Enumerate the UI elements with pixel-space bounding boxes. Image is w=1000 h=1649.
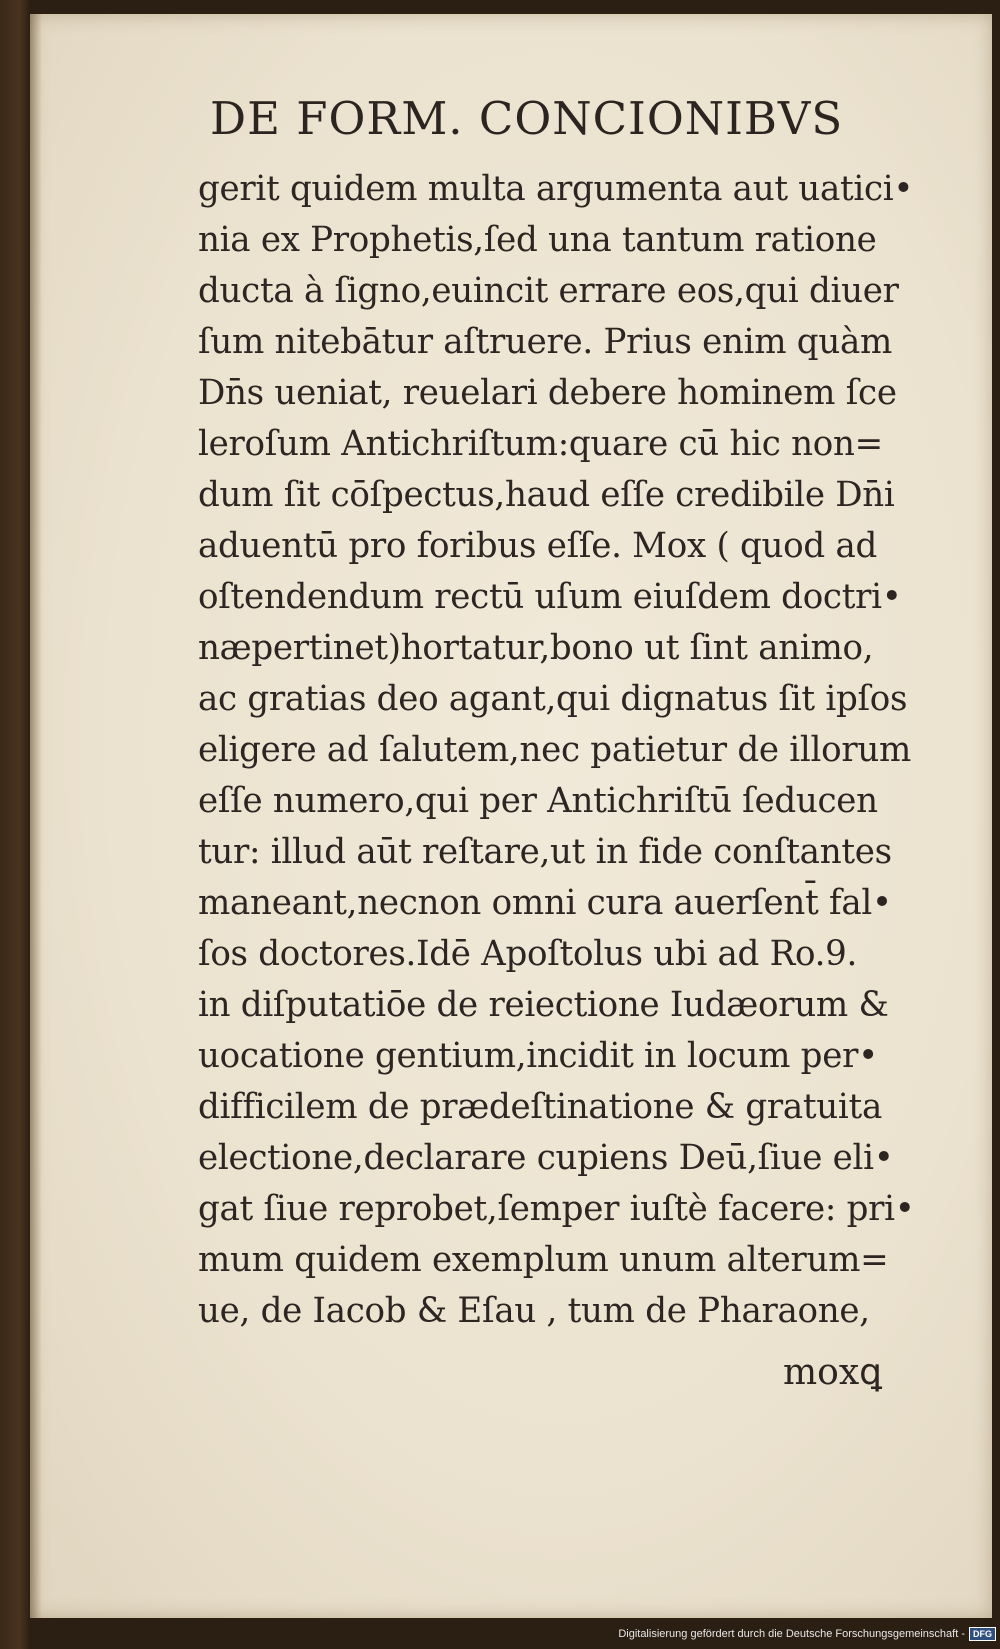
text-line: electione,declarare cupiens Deū,ſiue eli• — [198, 1138, 894, 1178]
text-line: mum quidem exemplum unum alterum= — [198, 1240, 889, 1280]
text-line: ſos doctores.Idē Apoſtolus ubi ad Ro.9. — [198, 934, 858, 974]
text-line: maneant,necnon omni cura auerſent̄ fal• — [198, 883, 892, 923]
text-line: ſum nitebātur aſtruere. Prius enim quàm — [198, 322, 893, 362]
book-page — [30, 14, 992, 1618]
text-line: gerit quidem multa argumenta aut uatici• — [198, 169, 914, 209]
text-line: gat ſiue reprobet,ſemper iuſtè facere: pri• — [198, 1189, 915, 1229]
text-line: tur: illud aūt reſtare,ut in fide conſtantes — [198, 832, 892, 872]
digitization-credit — [618, 1622, 996, 1646]
text-line: ac gratias deo agant,qui dignatus ſit ipſos — [198, 679, 908, 719]
dfg-logo: DFG — [969, 1627, 996, 1641]
text-line: uocatione gentium,incidit in locum per• — [198, 1036, 878, 1076]
text-block — [198, 164, 958, 1337]
text-line: ue, de Iacob & Eſau , tum de Pharaone, — [198, 1291, 870, 1331]
spine-shadow — [30, 14, 42, 1618]
text-line: leroſum Antichriſtum:quare cū hic non= — [198, 424, 883, 464]
catchword: moxꝗ — [783, 1352, 882, 1393]
running-head: DE FORM. CONCIONIBVS — [210, 92, 844, 145]
text-line: Dn̄s ueniat, reuelari debere hominem ſce — [198, 373, 897, 413]
text-line: nia ex Prophetis,ſed una tantum ratione — [198, 220, 877, 260]
text-line: difficilem de prædeſtinatione & gratuita — [198, 1087, 882, 1127]
text-line: aduentū pro foribus eſſe. Mox ( quod ad — [198, 526, 878, 566]
credit-text: Digitalisierung gefördert durch die Deutsche Forschungsgemeinschaft - — [618, 1628, 965, 1640]
text-line: oſtendendum rectū uſum eiuſdem doctri• — [198, 577, 902, 617]
text-line: eſſe numero,qui per Antichriſtū ſeducen — [198, 781, 878, 821]
text-line: in diſputatiōe de reiectione Iudæorum & — [198, 985, 889, 1025]
text-line: ducta à ſigno,euincit errare eos,qui diuer — [198, 271, 899, 311]
text-line: næpertinet)hortatur,bono ut ſint animo, — [198, 628, 874, 668]
text-line: eligere ad ſalutem,nec patietur de illorum — [198, 730, 912, 770]
text-line: dum ſit cōſpectus,haud eſſe credibile Dn̄i — [198, 475, 895, 515]
